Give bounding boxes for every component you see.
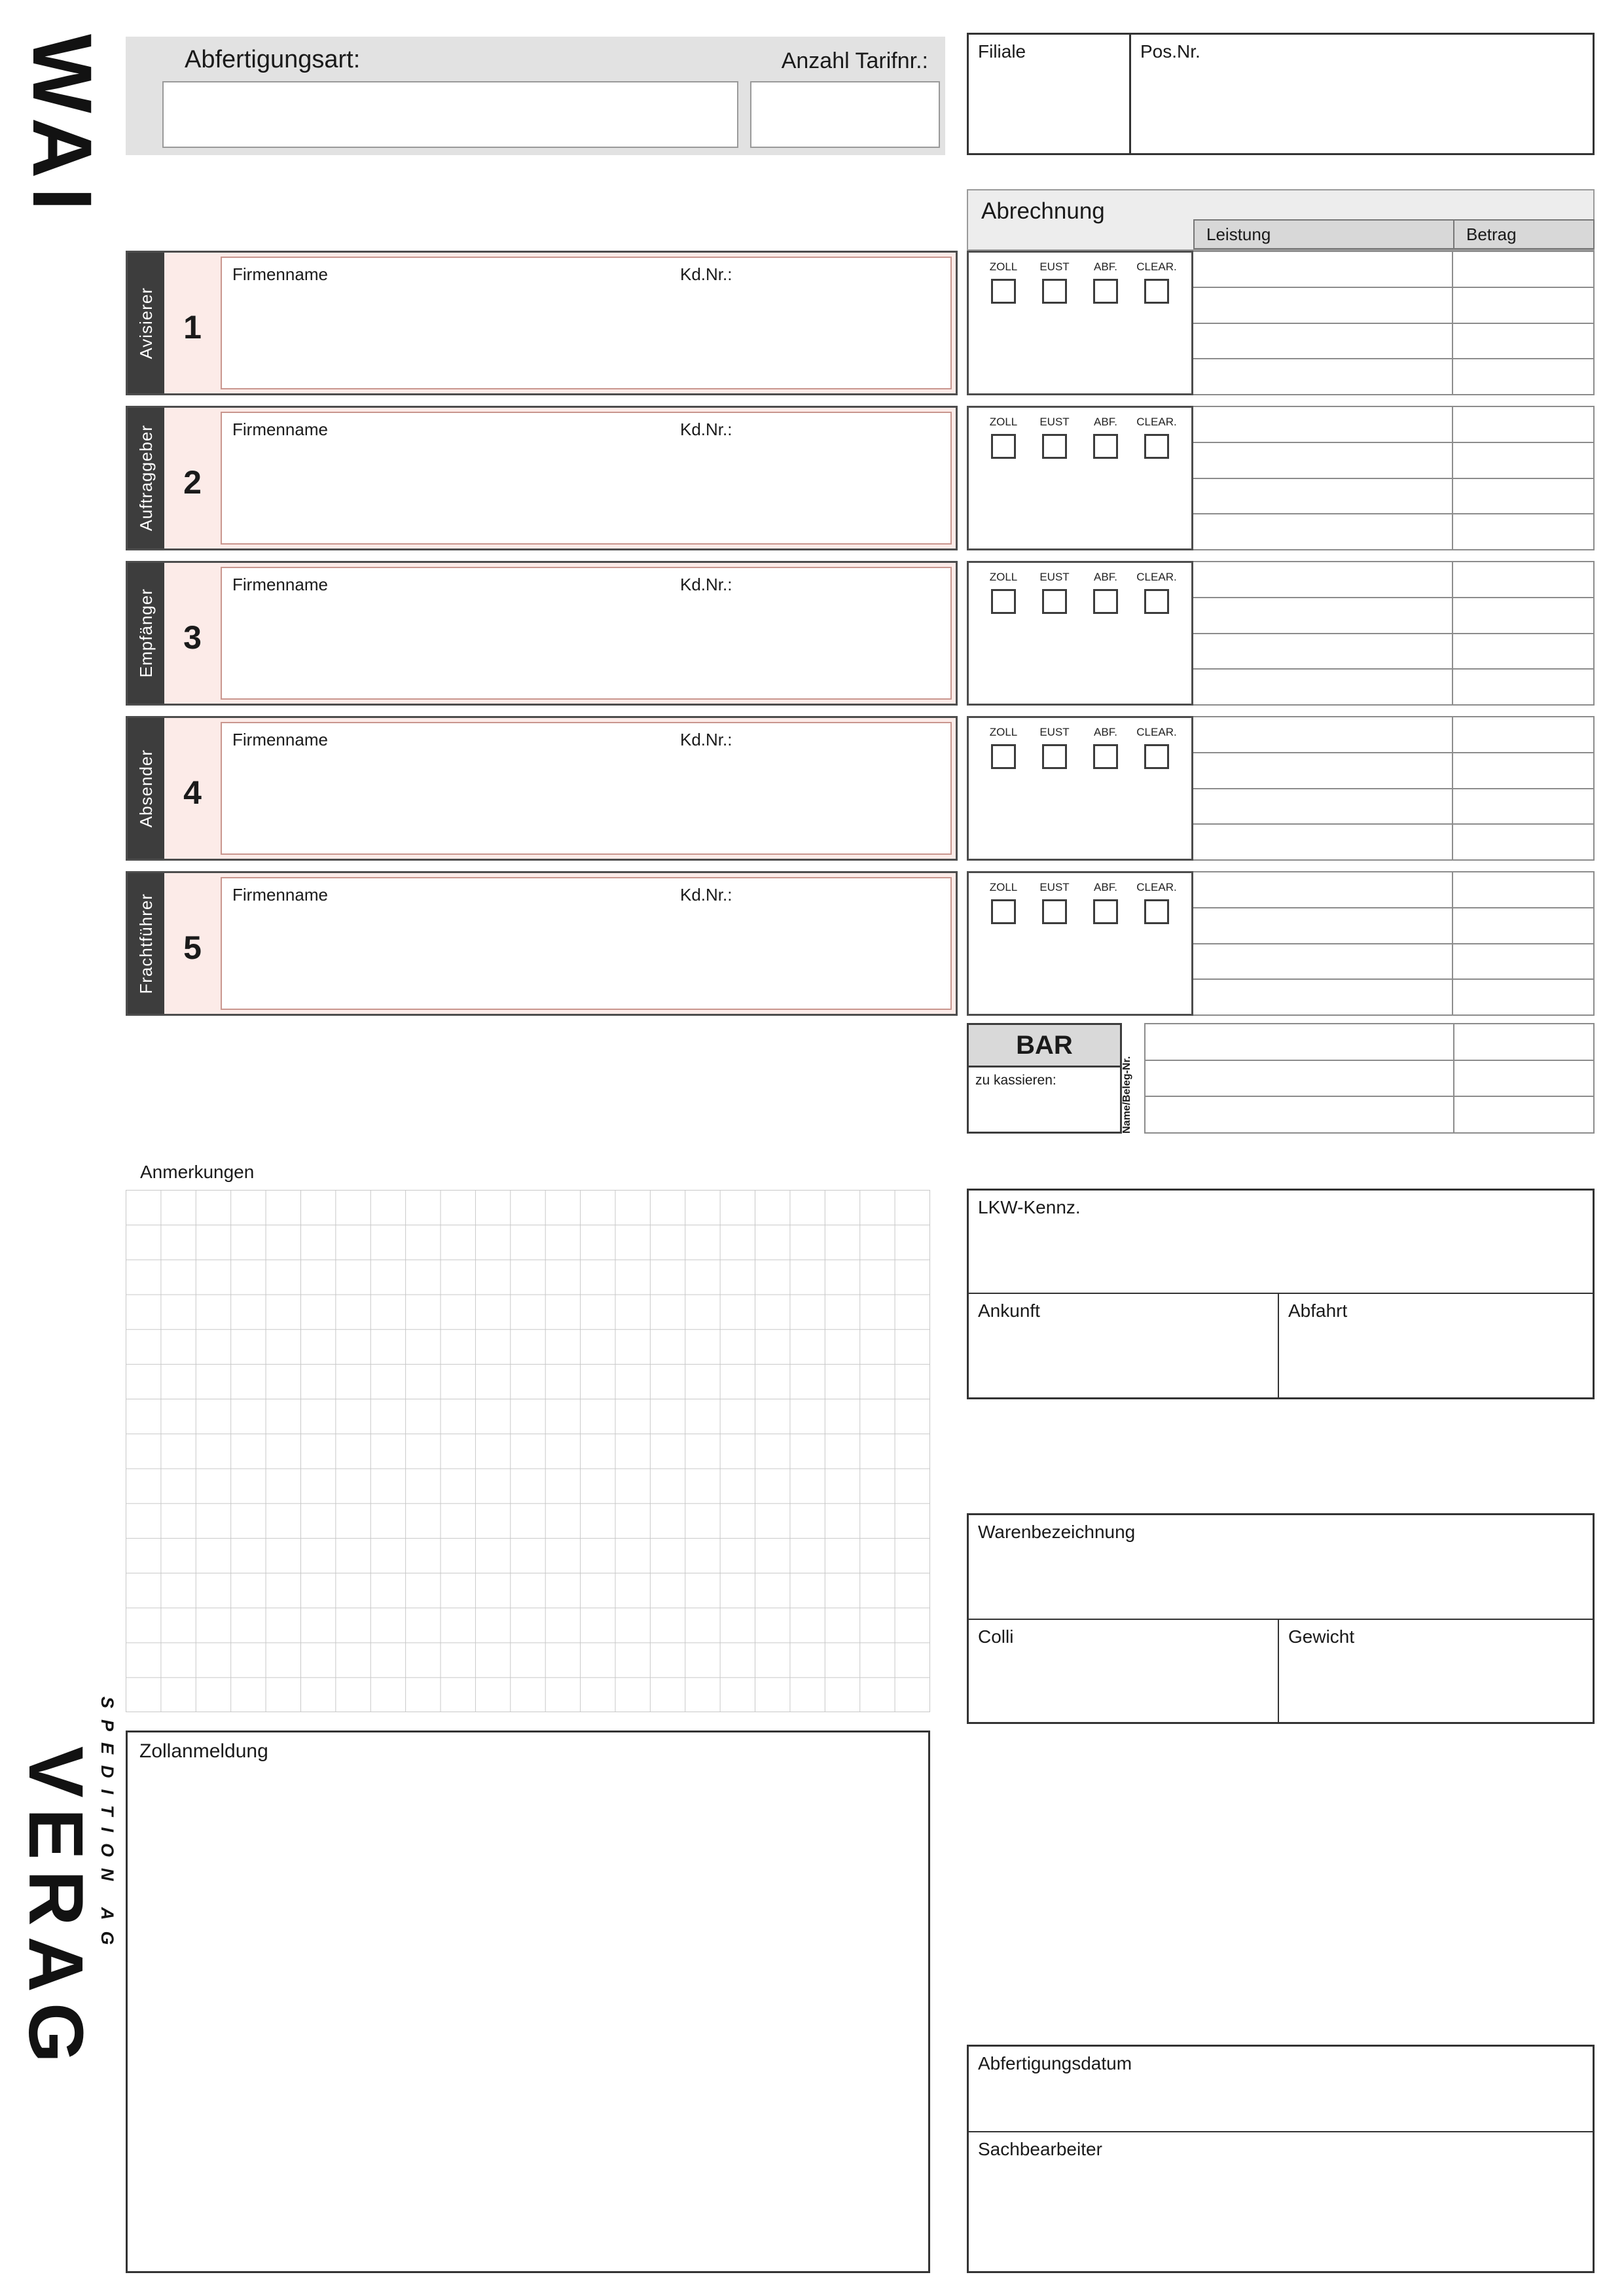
clear-checkbox[interactable]: [1144, 744, 1169, 769]
abf-checkbox[interactable]: [1093, 899, 1118, 924]
betrag-cell[interactable]: [1453, 789, 1593, 824]
leistung-cell[interactable]: [1193, 407, 1453, 442]
company-input-area[interactable]: [221, 877, 952, 1010]
bar-billing-lines: [1144, 1023, 1595, 1134]
abfahrt-field[interactable]: [1279, 1294, 1593, 1397]
verag-logo: VERAG: [12, 1746, 99, 2073]
role-label-strip: [128, 408, 164, 548]
abf-label: ABF.: [1094, 726, 1117, 738]
zoll-checkbox[interactable]: [991, 589, 1016, 614]
firmenname-label: Firmenname: [232, 575, 328, 594]
leistung-cell[interactable]: [1193, 598, 1453, 633]
ankunft-label: Ankunft: [978, 1300, 1040, 1321]
leistung-cell[interactable]: [1193, 252, 1453, 287]
sachbearbeiter-label: Sachbearbeiter: [978, 2139, 1102, 2159]
abf-label: ABF.: [1094, 416, 1117, 428]
betrag-cell[interactable]: [1453, 825, 1593, 859]
betrag-cell[interactable]: [1453, 872, 1593, 907]
anmerkungen-label: Anmerkungen: [140, 1162, 255, 1182]
zoll-label: ZOLL: [989, 571, 1018, 583]
kdnr-label: Kd.Nr.:: [680, 264, 732, 284]
betrag-cell[interactable]: [1453, 634, 1593, 669]
zoll-checkbox[interactable]: [991, 434, 1016, 459]
leistung-cell[interactable]: [1193, 288, 1453, 323]
clear-checkbox[interactable]: [1144, 899, 1169, 924]
warenbezeichnung-label: Warenbezeichnung: [978, 1522, 1136, 1542]
colli-label: Colli: [978, 1626, 1014, 1647]
zollanmeldung-label: Zollanmeldung: [139, 1740, 268, 1762]
party-block-auftraggeber: [126, 406, 958, 550]
firmenname-label: Firmenname: [232, 264, 328, 284]
charge-checkboxes: [967, 716, 1193, 861]
abfertigungsart-label: Abfertigungsart:: [185, 46, 361, 73]
leistung-cell[interactable]: [1193, 872, 1453, 907]
party-number: 1: [183, 309, 202, 346]
company-input-area[interactable]: [221, 412, 952, 545]
charge-checkboxes: [967, 251, 1193, 395]
betrag-cell[interactable]: [1454, 1097, 1593, 1132]
company-input-area[interactable]: [221, 567, 952, 700]
role-label-strip: [128, 563, 164, 704]
party-block-avisierer: [126, 251, 958, 395]
zoll-checkbox[interactable]: [991, 899, 1016, 924]
betrag-cell[interactable]: [1454, 1061, 1593, 1096]
party-block-absender: [126, 716, 958, 861]
leistung-cell[interactable]: [1193, 479, 1453, 514]
abf-checkbox[interactable]: [1093, 744, 1118, 769]
kdnr-label: Kd.Nr.:: [680, 420, 732, 439]
party-block-empfaenger: [126, 561, 958, 706]
leistung-cell[interactable]: [1193, 634, 1453, 669]
betrag-column-header: Betrag: [1454, 219, 1595, 249]
abf-checkbox[interactable]: [1093, 434, 1118, 459]
leistung-cell[interactable]: [1193, 908, 1453, 943]
leistung-cell[interactable]: [1193, 980, 1453, 1014]
betrag-cell[interactable]: [1453, 562, 1593, 597]
sachbearbeiter-field[interactable]: [969, 2132, 1593, 2271]
zu-kassieren-box[interactable]: [967, 1067, 1122, 1134]
clear-label: CLEAR.: [1136, 260, 1177, 273]
role-label: Absender: [136, 749, 156, 828]
leistung-column-header: Leistung: [1193, 219, 1454, 249]
betrag-cell[interactable]: [1453, 288, 1593, 323]
leistung-cell[interactable]: [1146, 1061, 1454, 1096]
leistung-cell[interactable]: [1193, 514, 1453, 549]
betrag-cell[interactable]: [1453, 324, 1593, 359]
betrag-cell[interactable]: [1453, 479, 1593, 514]
datum-block: [967, 2045, 1595, 2273]
abf-label: ABF.: [1094, 260, 1117, 273]
betrag-cell[interactable]: [1453, 908, 1593, 943]
role-label: Empfänger: [136, 588, 156, 678]
betrag-cell[interactable]: [1453, 514, 1593, 549]
abf-checkbox[interactable]: [1093, 589, 1118, 614]
leistung-cell[interactable]: [1146, 1097, 1454, 1132]
betrag-cell[interactable]: [1453, 359, 1593, 394]
clear-checkbox[interactable]: [1144, 434, 1169, 459]
billing-lines: [1193, 406, 1595, 550]
clear-label: CLEAR.: [1136, 726, 1177, 738]
billing-lines: [1193, 561, 1595, 706]
billing-lines: [1193, 716, 1595, 861]
zoll-label: ZOLL: [989, 881, 1018, 893]
betrag-cell[interactable]: [1453, 252, 1593, 287]
waren-block: [967, 1513, 1595, 1724]
party-number: 2: [183, 464, 202, 501]
zu-kassieren-label: zu kassieren:: [975, 1073, 1056, 1088]
clear-label: CLEAR.: [1136, 571, 1177, 583]
filiale-field[interactable]: [969, 35, 1131, 153]
abf-label: ABF.: [1094, 881, 1117, 893]
lkw-block: [967, 1189, 1595, 1399]
kdnr-label: Kd.Nr.:: [680, 730, 732, 749]
role-label: Auftraggeber: [136, 425, 156, 531]
leistung-cell[interactable]: [1193, 717, 1453, 752]
eust-label: EUST: [1039, 416, 1070, 428]
charge-checkboxes: [967, 406, 1193, 550]
kdnr-label: Kd.Nr.:: [680, 575, 732, 594]
betrag-cell[interactable]: [1453, 598, 1593, 633]
eust-checkbox[interactable]: [1042, 744, 1067, 769]
charge-checkboxes: [967, 871, 1193, 1016]
leistung-cell[interactable]: [1193, 443, 1453, 478]
leistung-cell[interactable]: [1146, 1024, 1454, 1060]
eust-label: EUST: [1039, 881, 1070, 893]
wai-logo: WAI: [15, 34, 109, 220]
anzahl-tarifnr-input[interactable]: [750, 81, 940, 148]
kdnr-label: Kd.Nr.:: [680, 885, 732, 905]
eust-checkbox[interactable]: [1042, 899, 1067, 924]
billing-lines: [1193, 251, 1595, 395]
role-label: Frachtführer: [136, 893, 156, 994]
gewicht-label: Gewicht: [1288, 1626, 1355, 1647]
betrag-cell[interactable]: [1453, 753, 1593, 788]
filiale-label: Filiale: [978, 41, 1026, 62]
zoll-label: ZOLL: [989, 726, 1018, 738]
ankunft-field[interactable]: [969, 1294, 1279, 1397]
leistung-cell[interactable]: [1193, 789, 1453, 824]
name-beleg-nr-label: Name/Beleg-Nr.: [1121, 1056, 1132, 1134]
lkw-kennz-label: LKW-Kennz.: [978, 1197, 1081, 1217]
firmenname-label: Firmenname: [232, 420, 328, 439]
abrechnung-title: Abrechnung: [981, 198, 1105, 224]
role-label-strip: [128, 718, 164, 859]
leistung-cell[interactable]: [1193, 753, 1453, 788]
company-input-area[interactable]: [221, 722, 952, 855]
clear-checkbox[interactable]: [1144, 279, 1169, 304]
zoll-label: ZOLL: [989, 416, 1018, 428]
abf-checkbox[interactable]: [1093, 279, 1118, 304]
clear-label: CLEAR.: [1136, 881, 1177, 893]
party-number: 5: [183, 929, 202, 966]
zollanmeldung-area[interactable]: [126, 1731, 930, 2273]
betrag-cell[interactable]: [1453, 670, 1593, 704]
clear-checkbox[interactable]: [1144, 589, 1169, 614]
eust-checkbox[interactable]: [1042, 589, 1067, 614]
posnr-label: Pos.Nr.: [1140, 41, 1200, 62]
betrag-cell[interactable]: [1453, 443, 1593, 478]
betrag-cell[interactable]: [1453, 980, 1593, 1014]
billing-lines: [1193, 871, 1595, 1016]
eust-checkbox[interactable]: [1042, 279, 1067, 304]
betrag-cell[interactable]: [1454, 1024, 1593, 1060]
party-block-frachtfuehrer: [126, 871, 958, 1016]
lkw-kennz-field[interactable]: [969, 1191, 1593, 1294]
leistung-cell[interactable]: [1193, 562, 1453, 597]
firmenname-label: Firmenname: [232, 885, 328, 905]
bar-header: BAR: [967, 1023, 1122, 1067]
billing-column-headers: [1193, 219, 1595, 249]
zoll-checkbox[interactable]: [991, 744, 1016, 769]
eust-label: EUST: [1039, 260, 1070, 273]
abfahrt-label: Abfahrt: [1288, 1300, 1348, 1321]
firmenname-label: Firmenname: [232, 730, 328, 749]
abfertigungsdatum-label: Abfertigungsdatum: [978, 2053, 1132, 2073]
gewicht-field[interactable]: [1279, 1620, 1593, 1722]
party-number: 3: [183, 619, 202, 656]
leistung-cell[interactable]: [1193, 670, 1453, 704]
abfertigungsart-input[interactable]: [162, 81, 738, 148]
betrag-cell[interactable]: [1453, 717, 1593, 752]
company-input-area[interactable]: [221, 257, 952, 389]
leistung-cell[interactable]: [1193, 825, 1453, 859]
abfertigung-header-band: [126, 37, 945, 155]
posnr-field[interactable]: [1131, 35, 1593, 153]
role-label: Avisierer: [136, 287, 156, 359]
abfertigungsdatum-field[interactable]: [969, 2047, 1593, 2132]
betrag-cell[interactable]: [1453, 944, 1593, 979]
charge-checkboxes: [967, 561, 1193, 706]
anmerkungen-grid[interactable]: [126, 1190, 930, 1712]
warenbezeichnung-field[interactable]: [969, 1515, 1593, 1620]
filiale-posnr-box: [967, 33, 1595, 155]
role-label-strip: [128, 873, 164, 1014]
zoll-label: ZOLL: [989, 260, 1018, 273]
spedition-ag-logo-text: SPEDITION AG: [98, 1696, 117, 1956]
leistung-cell[interactable]: [1193, 359, 1453, 394]
leistung-cell[interactable]: [1193, 324, 1453, 359]
eust-label: EUST: [1039, 726, 1070, 738]
role-label-strip: [128, 253, 164, 393]
zoll-checkbox[interactable]: [991, 279, 1016, 304]
betrag-cell[interactable]: [1453, 407, 1593, 442]
anzahl-tarifnr-label: Anzahl Tarifnr.:: [781, 48, 928, 73]
abrechnung-header: [967, 189, 1595, 251]
party-number: 4: [183, 774, 202, 811]
eust-label: EUST: [1039, 571, 1070, 583]
eust-checkbox[interactable]: [1042, 434, 1067, 459]
abf-label: ABF.: [1094, 571, 1117, 583]
leistung-cell[interactable]: [1193, 944, 1453, 979]
clear-label: CLEAR.: [1136, 416, 1177, 428]
colli-field[interactable]: [969, 1620, 1279, 1722]
